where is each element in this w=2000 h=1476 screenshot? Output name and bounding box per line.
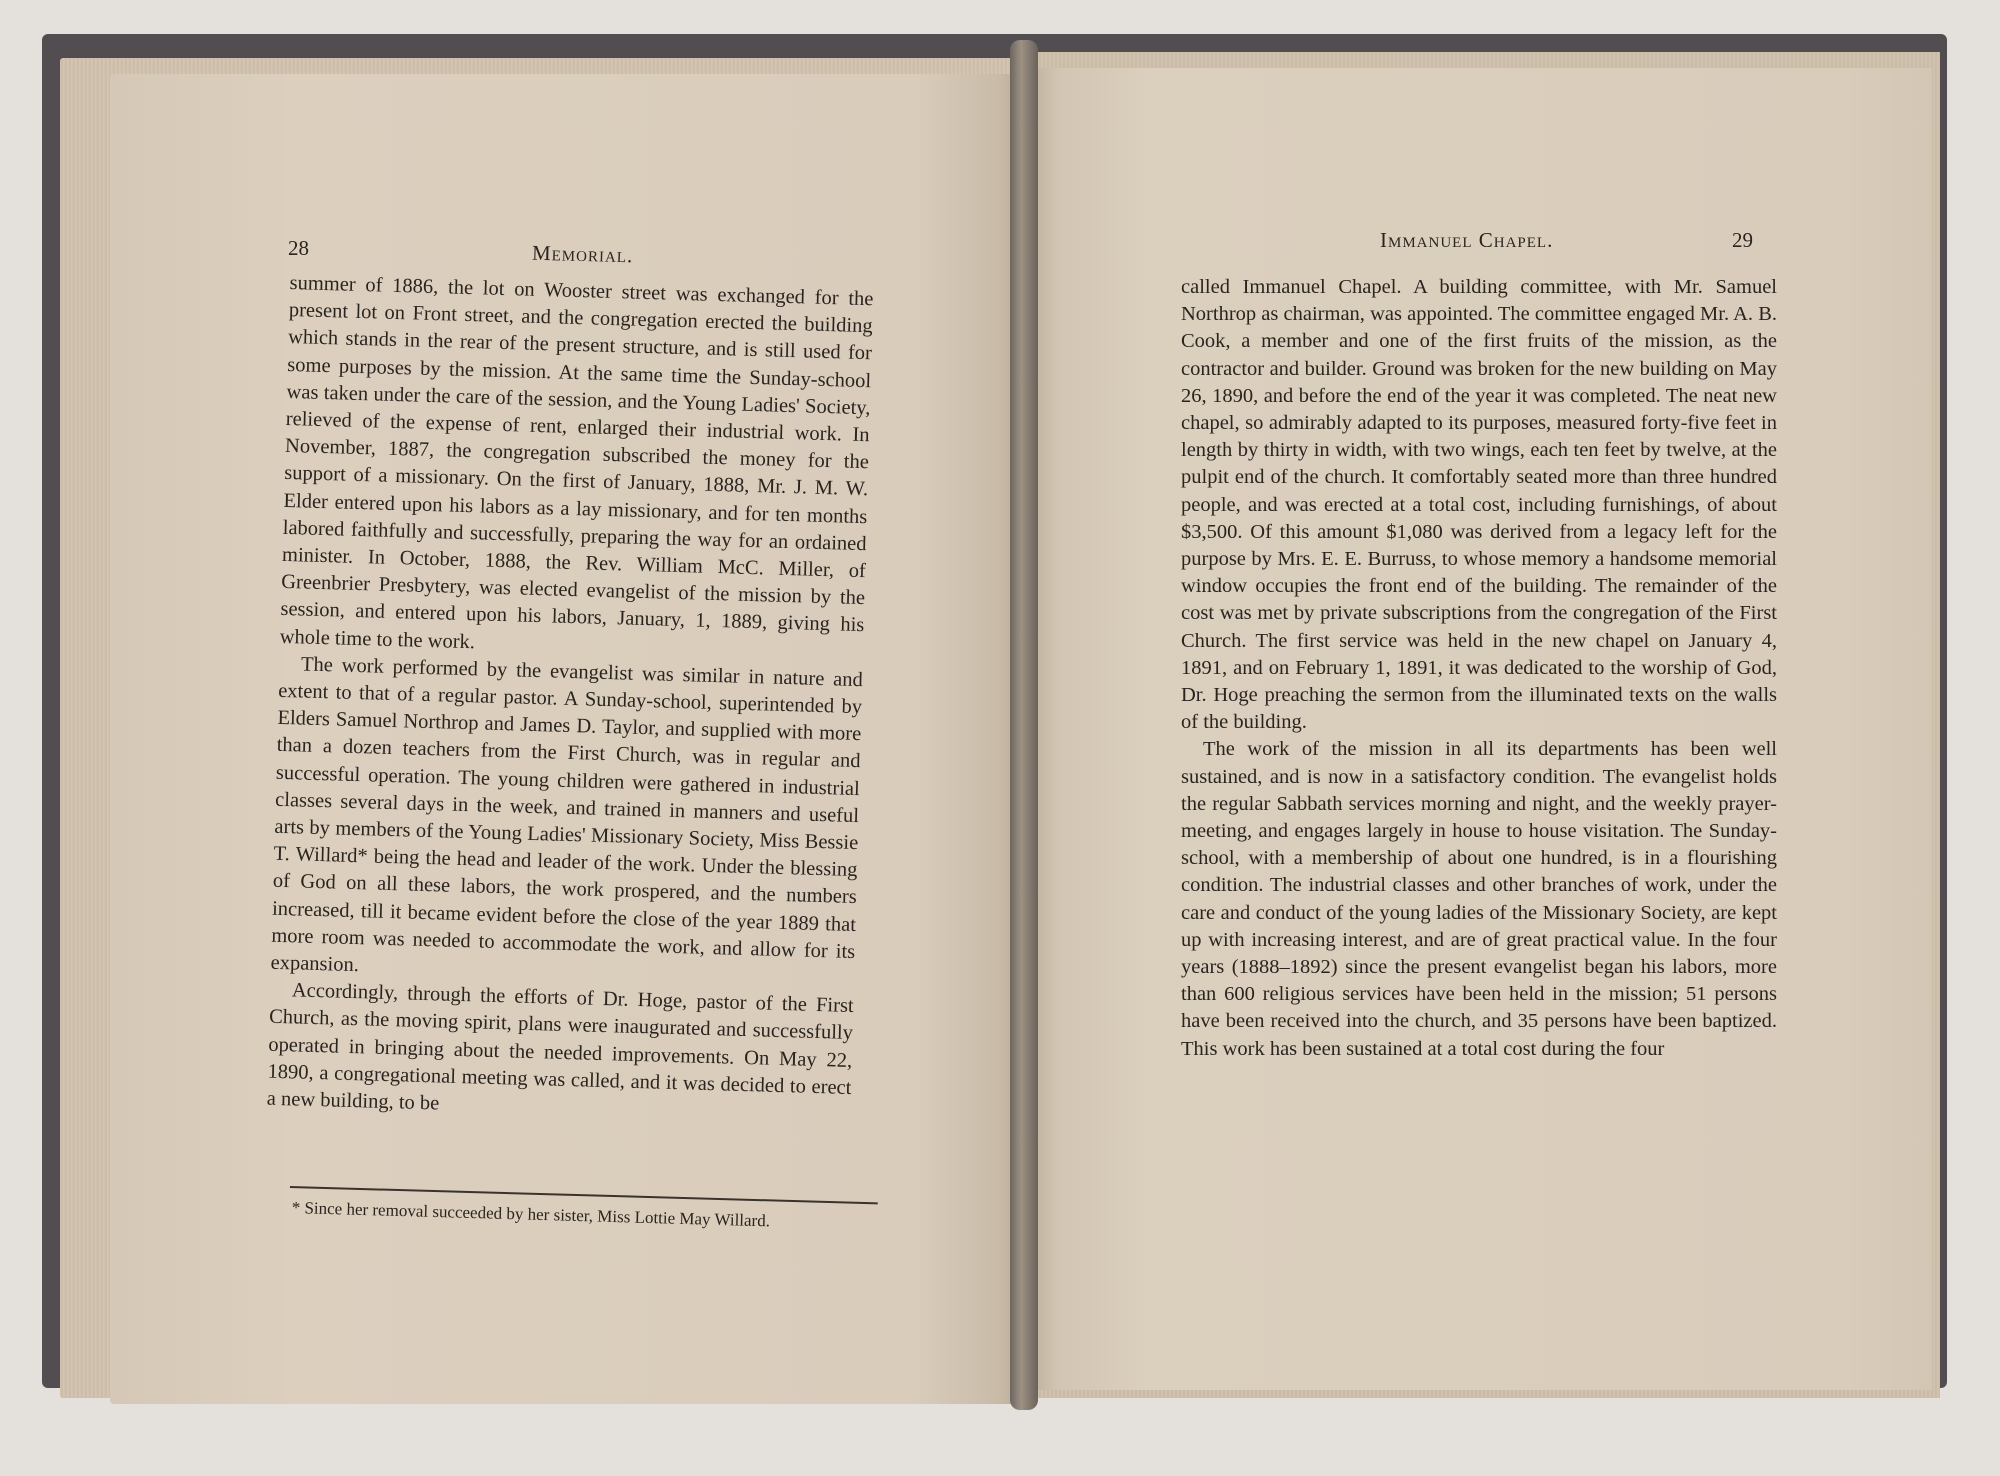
left-page [110, 74, 1025, 1404]
right-text-block [1181, 274, 1777, 1063]
left-paragraph-1: summer of 1886, the lot on Wooster street was exchanged for the present lot on Front street, and the congregation erected the building which stands in the rear of the present structure, and is still used for some purposes by the mission. At the same time the Sunday-school was taken under the care of the session, and the Young Ladies' Society, relieved of the expense of rent, enlarged their industrial work. In November, 1887, the congregation subscribed the money for the support of a missionary. On the first of January, 1888, Mr. J. M. W. Elder entered upon his labors as a lay missionary, and for ten months labored faithfully and successfully, preparing the way for an ordained minister. In October, 1888, the Rev. William McC. Miller, of Greenbrier Presbytery, was elected evangelist of the mission by the session, and entered upon his labors, January, 1, 1889, giving his whole time to the work. [279, 271, 874, 653]
right-page [1022, 68, 1932, 1390]
left-paragraph-2: The work performed by the evangelist was similar in nature and extent to that of a regular pastor. A Sunday-school, superintended by Elders Samuel Northrop and James D. Taylor, and supplied with more than a dozen teachers from the First Church, was in regular and successful operation. The young children were gathered in industrial classes several days in the week, and trained in manners and useful arts by members of the Young Ladies' Missionary Society, Miss Bessie T. Willard* being the head and leader of the work. Under the blessing of God on all these labors, the work prospered, and the numbers increased, till it became evident before the close of the year 1889 that more room was needed to accommodate the work, and allow for its expansion. [270, 653, 864, 977]
right-paragraph-2: The work of the mission in all its departments has been well sustained, and is now in a satisfactory condition. The evangelist holds the regular Sabbath services morning and night, and the weekly prayer-meeting, and engages largely in house to house visitation. The Sunday-school, with a membership of about one hundred, is in a flourishing condition. The industrial classes and other branches of work, under the care and conduct of the young ladies of the Missionary Society, are kept up with increasing interest, and are of great practical value. In the four years (1888–1892) since the present evangelist began his labors, more than 600 religious services have been held in the mission; 51 persons have been received into the church, and 35 persons have been baptized. This work has been sustained at a total cost during the four [1181, 738, 1777, 1060]
book-spine-gutter [1010, 40, 1038, 1410]
right-paragraph-1: called Immanuel Chapel. A building committee, with Mr. Samuel Northrop as chairman, was appointed. The committee engaged Mr. A. B. Cook, a member and one of the first fruits of the mission, as the contractor and builder. Ground was broken for the new building on May 26, 1890, and before the end of the year it was completed. The neat new chapel, so admirably adapted to its purposes, measured forty-five feet in length by thirty in width, with two wings, each ten feet by twelve, at the pulpit end of the church. It comfortably seated more than three hundred people, and was erected at a total cost, including furnishings, of about $3,500. Of this amount $1,080 was derived from a legacy left for the purpose by Mrs. E. E. Burruss, to whose memory a handsome memorial window occupies the front end of the building. The remainder of the cost was met by private subscriptions from the congregation of the First Church. The first service was held in the new chapel on January 4, 1891, and on February 1, 1891, it was dedicated to the worship of God, Dr. Hoge preaching the sermon from the illuminated texts on the walls of the building. [1181, 276, 1777, 734]
left-running-head: Memorial. [531, 240, 634, 268]
left-text-block [266, 270, 873, 1129]
left-paragraph-3: Accordingly, through the efforts of Dr. Hoge, pastor of the First Church, as the moving spirit, plans were inaugurated and successfully operated in bringing about the needed improvements. On May 22, 1890, a congregational meeting was called, and it was decided to erect a new building, to be [266, 979, 854, 1115]
left-page-number: 28 [288, 236, 309, 260]
right-running-head: Immanuel Chapel. [1380, 228, 1554, 252]
footnote: * Since her removal succeeded by her sister, Miss Lottie May Willard. [291, 1198, 771, 1231]
right-page-number: 29 [1732, 228, 1753, 252]
